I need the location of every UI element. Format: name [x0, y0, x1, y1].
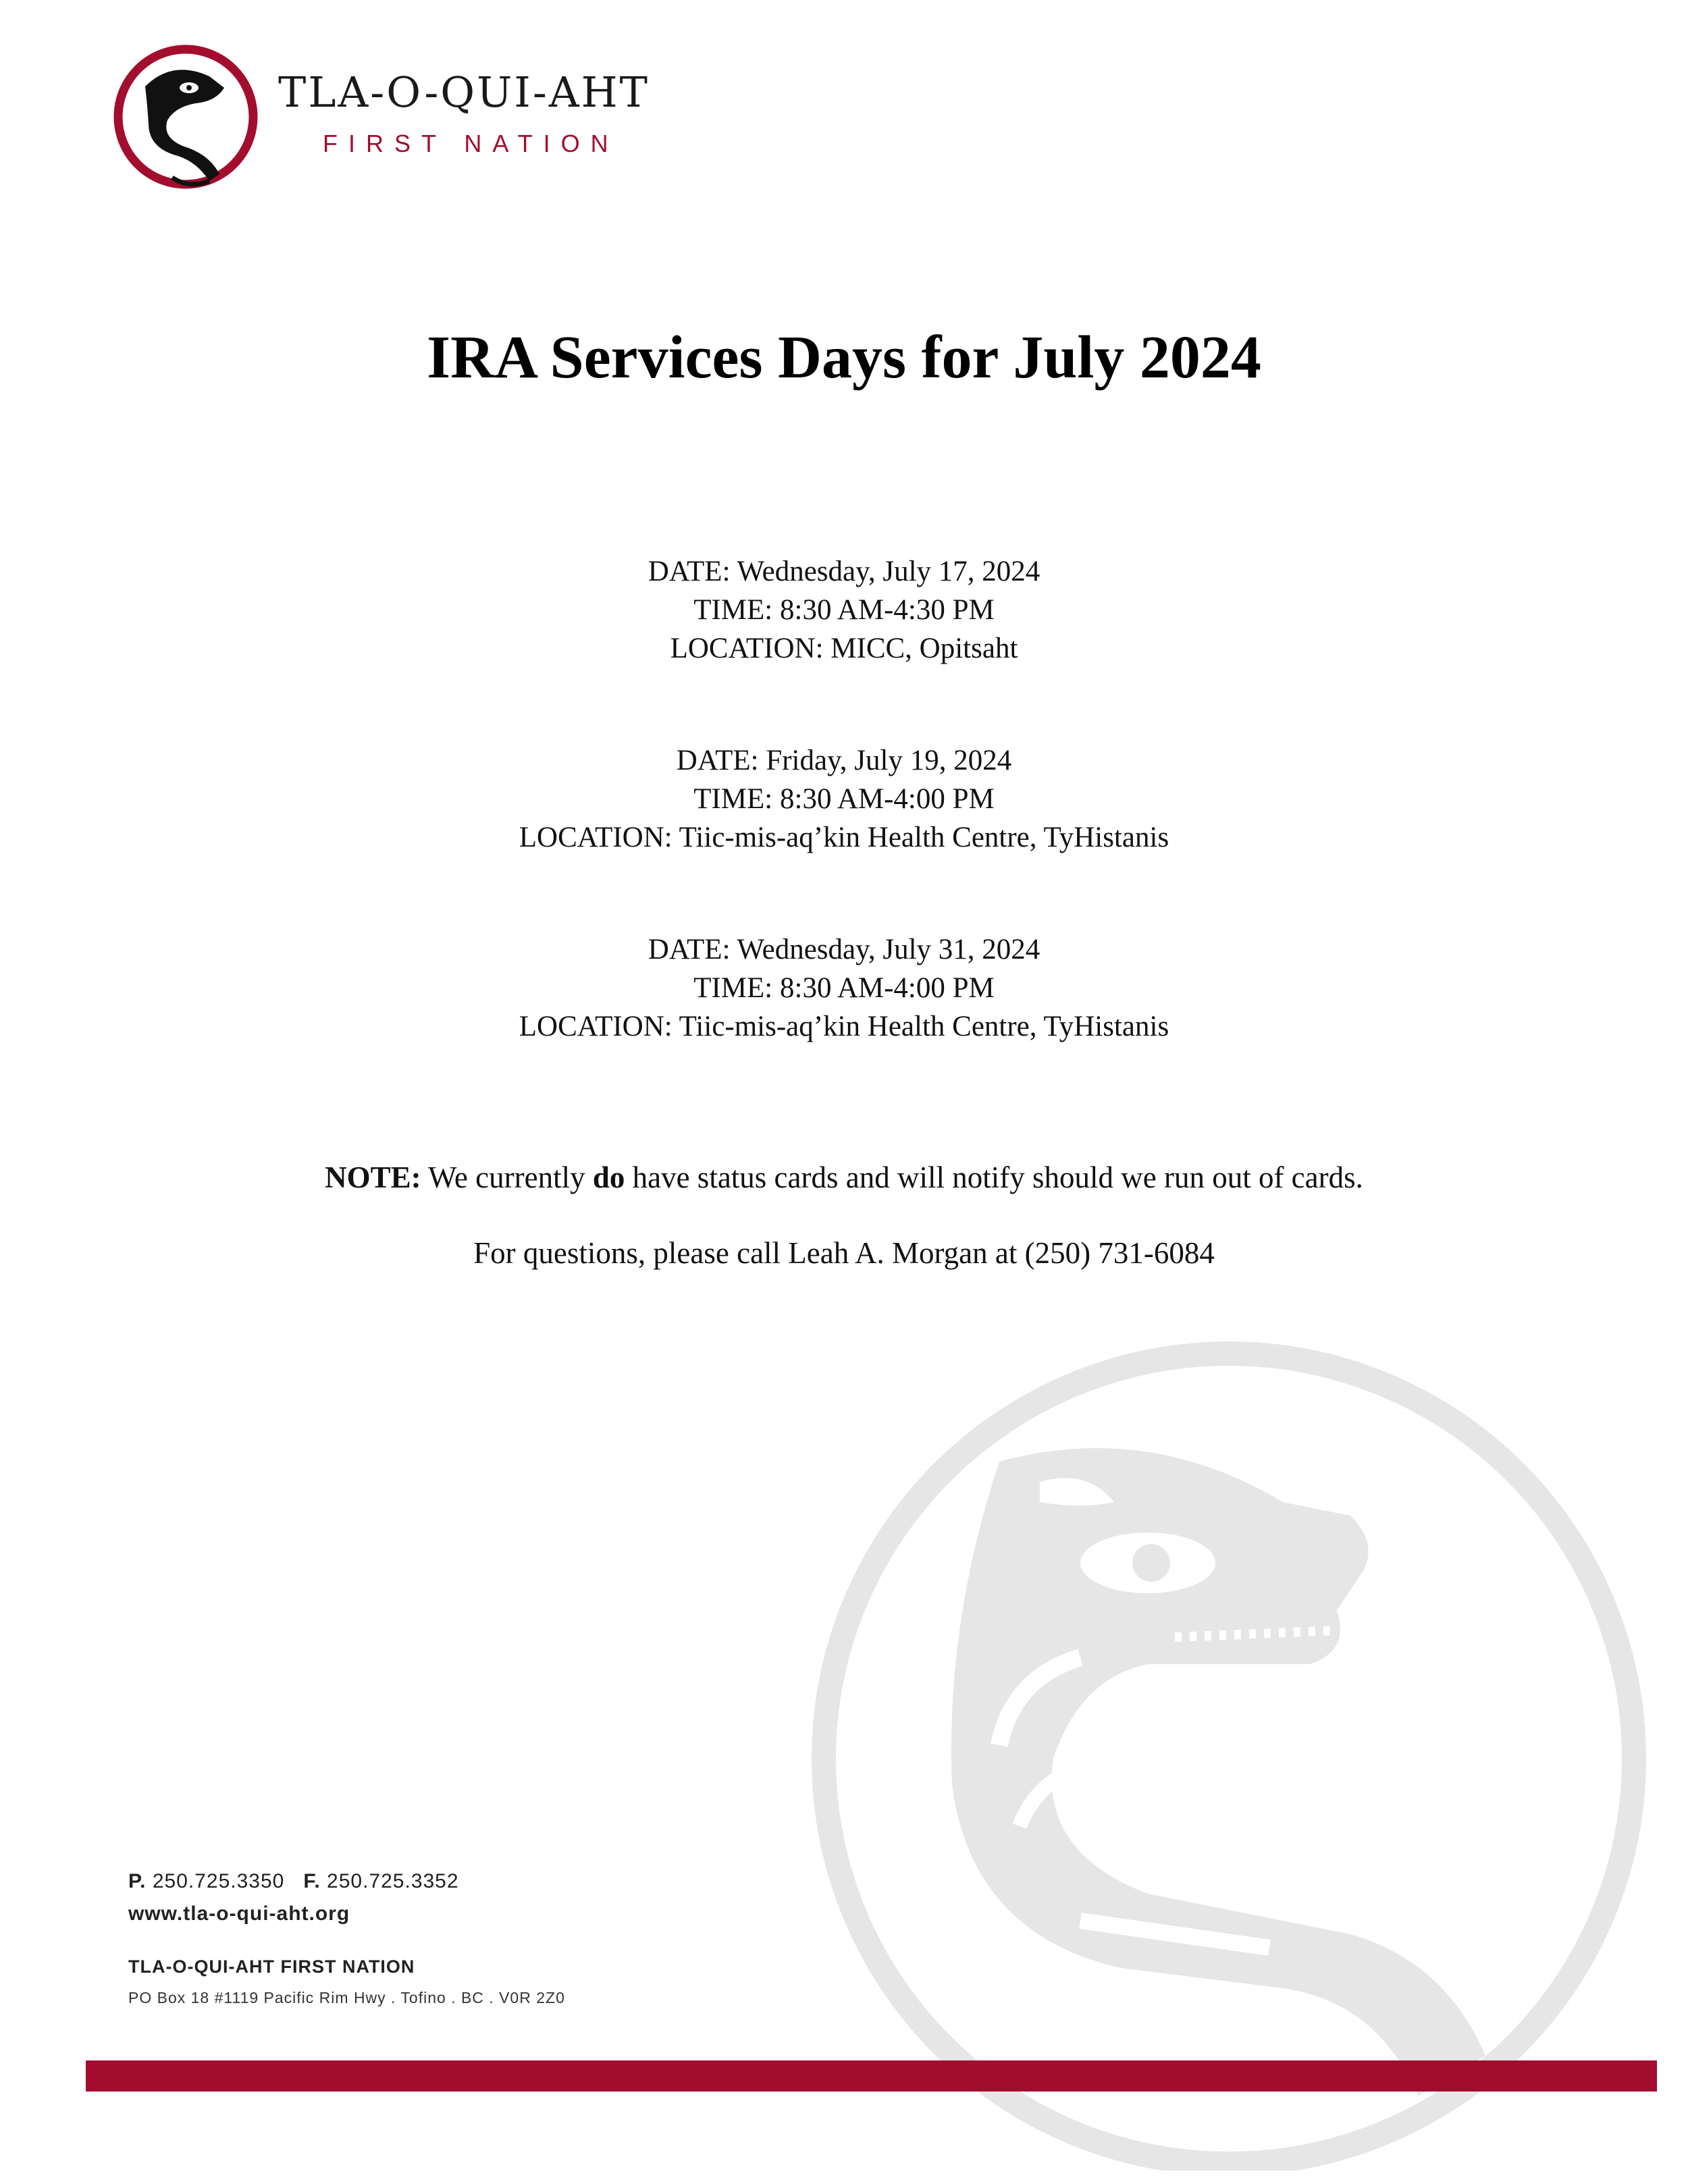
event-block — [0, 930, 1688, 1046]
note-text-after: have status cards and will notify should we run out of cards. — [625, 1161, 1363, 1194]
event-block — [0, 741, 1688, 857]
contact-line: For questions, please call Leah A. Morgan at (250) 731-6084 — [473, 1236, 1215, 1270]
phone-number: 250.725.3350 — [146, 1870, 285, 1892]
event-location: LOCATION: Tiic-mis-aq’kin Health Centre, TyHistanis — [519, 822, 1169, 853]
page-title: IRA Services Days for July 2024 — [427, 324, 1261, 391]
event-time: TIME: 8:30 AM-4:00 PM — [693, 972, 995, 1004]
org-name: TLA-O-QUI-AHT — [278, 68, 650, 117]
event-block — [0, 552, 1688, 668]
event-time: TIME: 8:30 AM-4:30 PM — [693, 594, 995, 626]
fax-number: 250.725.3352 — [320, 1870, 459, 1892]
org-subtitle: FIRST NATION — [323, 130, 619, 157]
event-date: DATE: Wednesday, July 17, 2024 — [648, 556, 1040, 587]
serpent-logo-icon — [108, 39, 263, 194]
footer-org-name: TLA-O-QUI-AHT FIRST NATION — [128, 1956, 415, 1977]
footer-website-link[interactable]: www.tla-o-qui-aht.org — [128, 1902, 350, 1925]
note-emphasis: do — [592, 1161, 625, 1194]
footer-bar — [86, 2060, 1657, 2092]
event-location: LOCATION: MICC, Opitsaht — [670, 633, 1018, 664]
note-label: NOTE: — [325, 1161, 421, 1194]
note-paragraph — [0, 1160, 1688, 1195]
footer-address: PO Box 18 #1119 Pacific Rim Hwy . Tofino . BC . V0R 2Z0 — [128, 1989, 565, 2006]
event-date: DATE: Wednesday, July 31, 2024 — [648, 934, 1040, 965]
footer-phone — [128, 1870, 459, 1893]
serpent-watermark-icon — [797, 1340, 1661, 2170]
note-text-before: We currently — [421, 1161, 593, 1194]
phone-label: P. — [128, 1870, 147, 1892]
event-time: TIME: 8:30 AM-4:00 PM — [693, 783, 995, 815]
event-location: LOCATION: Tiic-mis-aq’kin Health Centre, TyHistanis — [519, 1011, 1169, 1042]
fax-label: F. — [303, 1870, 321, 1892]
event-date: DATE: Friday, July 19, 2024 — [676, 745, 1012, 776]
